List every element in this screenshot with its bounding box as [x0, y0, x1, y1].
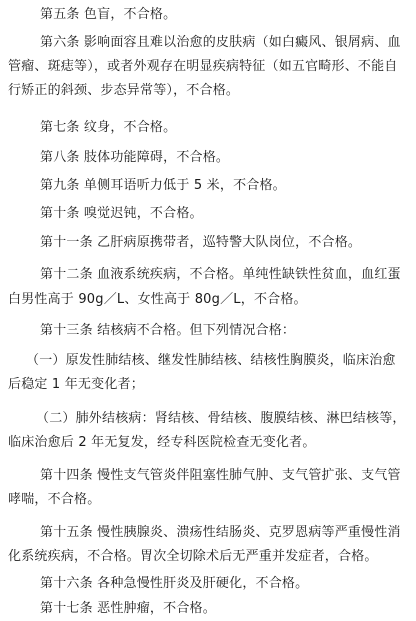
article-7-line: 第七条 纹身，不合格。 [40, 120, 177, 135]
article-17-line: 第十七条 恶性肿瘤，不合格。 [40, 601, 216, 616]
article-6-line-1: 第六条 影响面容且难以治愈的皮肤病（如白癜风、银屑病、血 [40, 35, 401, 50]
article-13-item-1-line-1: （一）原发性肺结核、继发性肺结核、结核性胸膜炎，临床治愈 [26, 353, 396, 368]
article-16-line: 第十六条 各种急慢性肝炎及肝硬化，不合格。 [40, 576, 309, 591]
article-10-line: 第十条 嗅觉迟钝，不合格。 [40, 206, 203, 221]
article-13-item-2-line-1: （二）肺外结核病：肾结核、骨结核、腹膜结核、淋巴结核等， [36, 411, 406, 426]
article-13-item-1-line-2: 后稳定 1 年无变化者； [8, 377, 144, 392]
article-14-line-2: 哮喘，不合格。 [8, 492, 101, 507]
article-15-line-1: 第十五条 慢性胰腺炎、溃疡性结肠炎、克罗恩病等严重慢性消 [40, 525, 401, 540]
article-12-line-2: 白男性高于 90g／L、女性高于 80g／L，不合格。 [8, 292, 307, 307]
article-15-line-2: 化系统疾病，不合格。胃次全切除术后无严重并发症者，合格。 [8, 549, 378, 564]
article-13-item-2-line-2: 临床治愈后 2 年无复发，经专科医院检查无变化者。 [8, 435, 316, 450]
article-5-line: 第五条 色盲，不合格。 [40, 7, 177, 22]
article-13-line: 第十三条 结核病不合格。但下列情况合格： [40, 323, 296, 338]
article-8-line: 第八条 肢体功能障碍，不合格。 [40, 150, 230, 165]
article-9-line: 第九条 单侧耳语听力低于 5 米，不合格。 [40, 178, 286, 193]
article-14-line-1: 第十四条 慢性支气管炎伴阻塞性肺气肿、支气管扩张、支气管 [40, 468, 401, 483]
article-11-line: 第十一条 乙肝病原携带者，巡特警大队岗位，不合格。 [40, 235, 362, 250]
article-6-line-3: 行矫正的斜颈、步态异常等），不合格。 [8, 83, 240, 98]
article-12-line-1: 第十二条 血液系统疾病，不合格。单纯性缺铁性贫血，血红蛋 [40, 267, 401, 282]
article-6-line-2: 管瘤、斑痣等），或者外观存在明显疾病特征（如五官畸形、不能自 [8, 59, 398, 74]
